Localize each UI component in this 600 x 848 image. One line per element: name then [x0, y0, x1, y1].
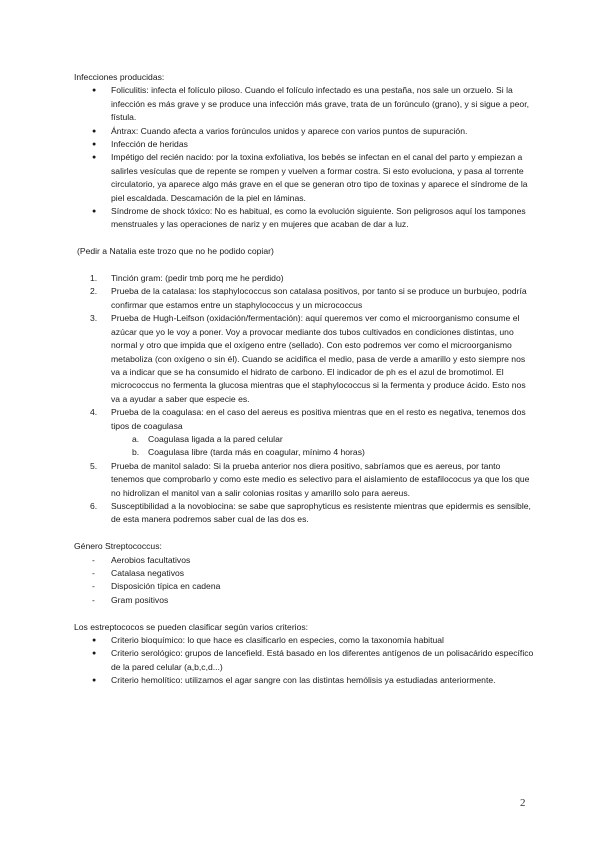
- list-number: 2.: [90, 286, 98, 297]
- prueba-text: Tinción gram: (pedir tmb porq me he perdido): [111, 273, 284, 284]
- streptococcus-heading: Género Streptococcus:: [74, 541, 162, 552]
- list-item: ● Infección de heridas: [111, 138, 534, 151]
- streptococcus-list: [74, 554, 534, 608]
- list-number: 6.: [90, 500, 98, 511]
- list-number: 5.: [90, 460, 98, 471]
- list-item: - Gram positivos: [111, 594, 534, 607]
- prueba-item: [90, 272, 534, 285]
- prueba-item: [90, 285, 534, 312]
- prueba-item: [90, 460, 534, 500]
- list-item: - Disposición típica en cadena: [111, 580, 534, 593]
- list-number: 4.: [90, 407, 98, 418]
- list-number: 1.: [90, 273, 98, 284]
- sub-text: Coagulasa libre (tarda más en coagular, mínimo 4 horas): [148, 447, 365, 458]
- list-item: ● Impétigo del recién nacido: por la toxina exfoliativa, los bebés se infectan en el canal del parto y empiezan a salirles vesículas que de repente se rompen y vuelven a formar costra. Si esto evoluciona, y pasa al torrente circulatorio, ya aparece algo más grave en el que se generan otro tipo de toxinas y aparece el síndrome de la piel escaldada. Descamación de la piel en láminas.: [111, 151, 534, 205]
- prueba-text: Prueba de la coagulasa: en el caso del aereus es positiva mientras que en el resto es negativa, tenemos dos tipos de coagulasa: [111, 407, 526, 431]
- sub-item: [132, 446, 534, 459]
- clasificacion-list: [74, 634, 534, 688]
- infecciones-heading: Infecciones producidas:: [74, 72, 165, 82]
- list-item: - Aerobios facultativos: [111, 554, 534, 567]
- list-item: ● Foliculitis: infecta el folículo piloso. Cuando el folículo infectado es una pestaña, nos sale un orzuelo. Si la infección es más grave y se produce una infección más grave, trata de un forúnculo (grano), y si sigue a peor, fístula.: [111, 84, 534, 124]
- copy-note: (Pedir a Natalia este trozo que no he podido copiar): [77, 246, 274, 257]
- list-number: 3.: [90, 313, 98, 324]
- prueba-text: Prueba de manitol salado: Si la prueba anterior nos diera positivo, sabríamos que es aereus, por tanto tenemos que comprobarlo y como este medio es selectivo para el aislamiento de estafilococus ya que los que no hidrolizan el manitol van a salir colonias rositas y amarillo solo para aereus.: [111, 460, 530, 498]
- list-item: ● Criterio serológico: grupos de lancefield. Está basado en los diferentes antígenos de un polisacárido específico de la pared celular (a,b,c,d...): [111, 647, 534, 674]
- page-number: 2: [520, 797, 526, 809]
- clasificacion-heading: Los estreptococos se pueden clasificar según varios criterios:: [74, 621, 309, 632]
- prueba-item: [90, 500, 534, 527]
- prueba-text: Prueba de la catalasa: los staphylococcus son catalasa positivos, por tanto si se produce un burbujeo, podría confirmar que estamos entre un staphylococcus y un micrococcus: [111, 286, 527, 310]
- page-content: [74, 71, 534, 688]
- prueba-text: Prueba de Hugh-Leifson (oxidación/fermentación): aquí queremos ver como el microorganismo consume el azúcar que yo le voy a poner. Voy a provocar mediante dos tubos cultivados en condiciones distintas, uno normal y otro que impida que el oxígeno entre (sellado). Con esto podremos ver como el microorganismo metaboliza (con oxígeno o sin él). Cuando se acidifica el medio, pasa de verde a amarillo y esto siempre nos va a indicar que se ha consumido el hidrato de carbono. El indicador de ph es el azul de bromotimol. El micrococcus no fermenta la glucosa mientras que el staphylococcus si la fermenta y produce ácido. Esto nos va a ayudar a saber que especie es.: [111, 313, 526, 404]
- list-item: ● Criterio bioquímico: lo que hace es clasificarlo en especies, como la taxonomía habitual: [111, 634, 534, 647]
- sub-letter: a.: [132, 433, 140, 444]
- sub-letter: b.: [132, 447, 140, 458]
- sub-item: [132, 433, 534, 446]
- list-item: ● Síndrome de shock tóxico: No es habitual, es como la evolución siguiente. Son peligrosos aquí los tampones menstruales y las operaciones de nariz y en mujeres que acaban de dar a luz.: [111, 205, 534, 232]
- pruebas-list: [74, 272, 534, 527]
- list-item: ● Criterio hemolítico: utilizamos el agar sangre con las distintas hemólisis ya estudiadas anteriormente.: [111, 674, 534, 687]
- prueba-item: [90, 406, 534, 460]
- sub-text: Coagulasa ligada a la pared celular: [148, 433, 283, 444]
- infecciones-list: [74, 84, 534, 231]
- list-item: ● Ántrax: Cuando afecta a varios forúnculos unidos y aparece con varios puntos de supuración.: [111, 125, 534, 138]
- prueba-text: Susceptibilidad a la novobiocina: se sabe que saprophyticus es resistente mientras que epidermis es sensible, de esta manera podremos saber cual de las dos es.: [111, 500, 531, 525]
- list-item: - Catalasa negativos: [111, 567, 534, 580]
- prueba-item: [90, 312, 534, 406]
- coagulasa-sublist: [111, 433, 534, 460]
